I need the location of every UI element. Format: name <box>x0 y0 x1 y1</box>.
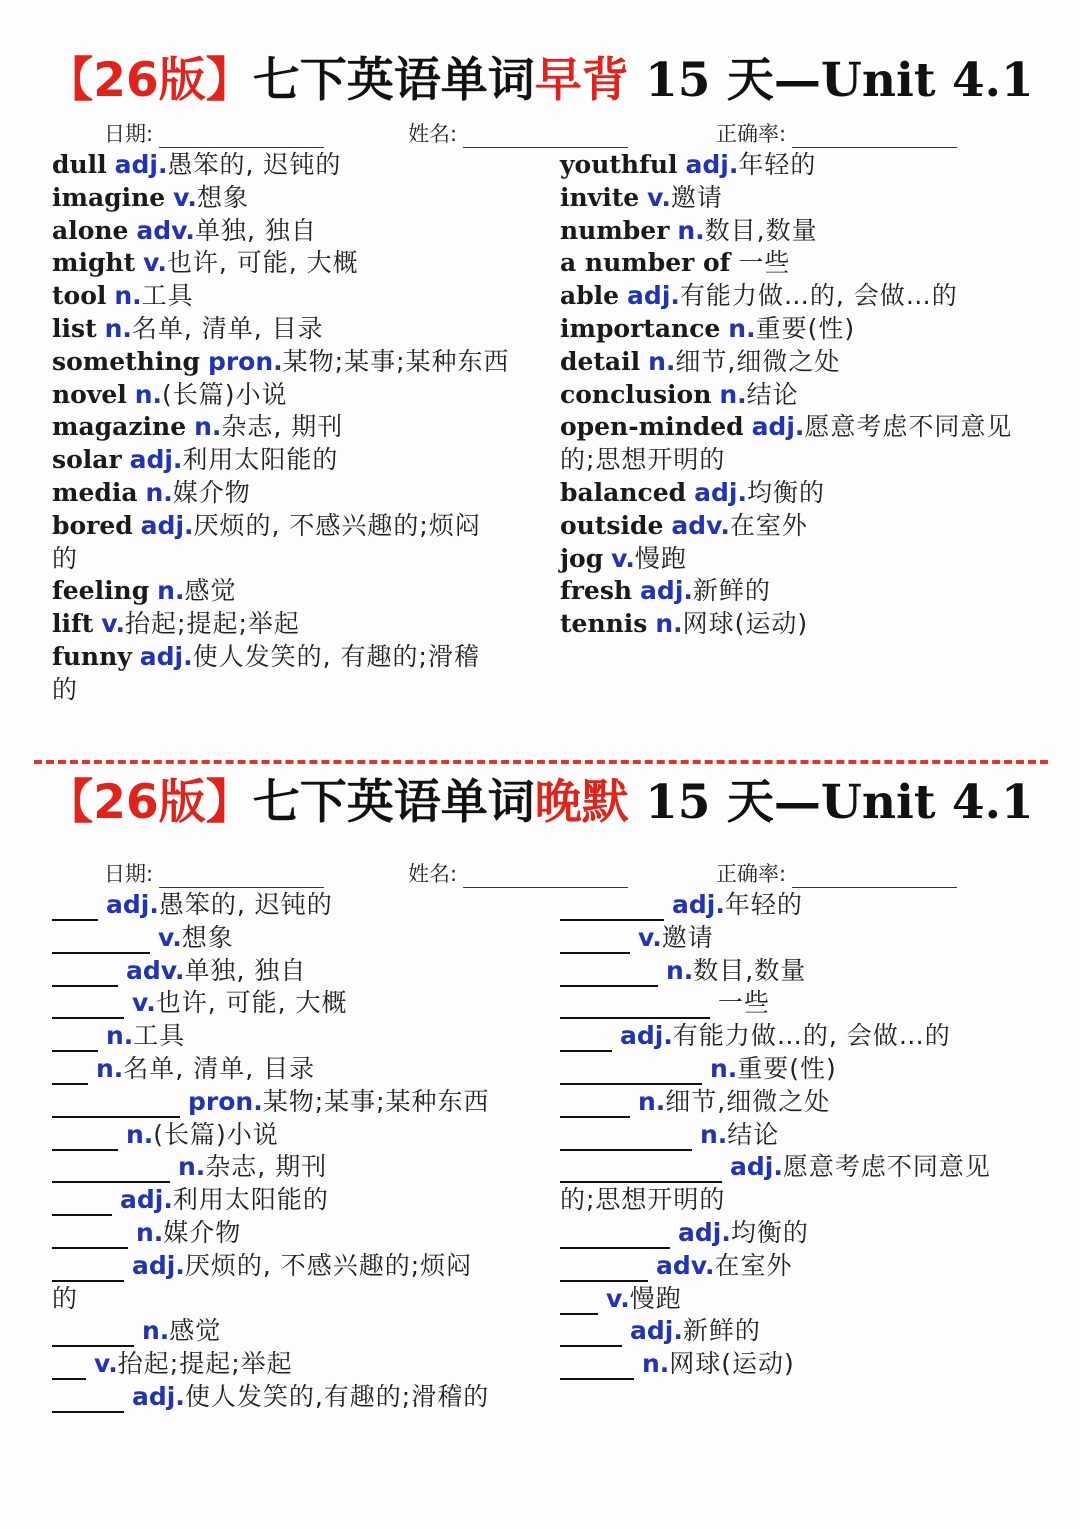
vocab-row <box>560 345 840 378</box>
vocab-word: feeling <box>52 576 150 606</box>
vocab-row <box>52 312 324 345</box>
vocab-word: detail <box>560 346 641 376</box>
part-of-speech: adj. <box>129 445 183 475</box>
morning-title <box>0 46 1080 116</box>
dictation-row <box>52 1085 490 1118</box>
vocab-row <box>560 378 799 411</box>
chinese-meaning: 单独, 独自 <box>184 955 307 985</box>
chinese-meaning: 重要(性) <box>737 1054 837 1083</box>
chinese-meaning: 在室外 <box>714 1250 793 1280</box>
vocab-row <box>52 574 236 607</box>
chinese-meaning: 愚笨的, 迟钝的 <box>158 890 333 919</box>
part-of-speech: n. <box>638 1086 666 1116</box>
dictation-row <box>52 1380 489 1413</box>
date-label: 日期: <box>104 122 154 146</box>
dictation-row <box>52 1150 327 1183</box>
vocab-word: list <box>52 314 97 343</box>
chinese-meaning: 的;思想开明的 <box>560 445 726 475</box>
part-of-speech: adv. <box>671 510 730 540</box>
answer-blank[interactable] <box>560 990 710 1019</box>
chinese-meaning: 有能力做…的, 会做…的 <box>679 281 958 311</box>
name-field[interactable] <box>463 125 628 148</box>
answer-blank[interactable] <box>52 1384 124 1413</box>
vocab-word: tennis <box>560 609 648 639</box>
vocab-row <box>560 574 771 607</box>
dictation-row <box>52 1314 221 1347</box>
chinese-meaning: 数目,数量 <box>693 955 807 985</box>
dictation-row <box>52 921 234 954</box>
dictation-row <box>52 1183 329 1216</box>
dictation-row <box>52 986 348 1019</box>
answer-blank[interactable] <box>52 892 98 921</box>
part-of-speech: n. <box>648 346 676 376</box>
name-label: 姓名: <box>408 122 458 146</box>
part-of-speech: v. <box>94 1349 118 1379</box>
part-of-speech: n. <box>666 955 694 985</box>
part-of-speech: adj. <box>751 412 805 442</box>
part-of-speech: n. <box>700 1119 728 1149</box>
chinese-meaning: 利用太阳能的 <box>182 445 339 475</box>
answer-blank[interactable] <box>52 1253 124 1282</box>
dictation-row <box>560 1150 991 1183</box>
answer-blank[interactable] <box>52 1089 180 1118</box>
chinese-meaning: 愿意考虑不同意见 <box>782 1152 991 1182</box>
dictation-row <box>560 921 714 954</box>
vocab-row <box>560 312 855 345</box>
morning-meta <box>0 118 1080 148</box>
vocab-word: might <box>52 248 136 278</box>
chinese-meaning: 的 <box>52 543 79 573</box>
part-of-speech: n. <box>642 1349 670 1379</box>
part-of-speech: adj. <box>140 510 194 540</box>
part-of-speech: adj. <box>139 642 193 671</box>
part-of-speech: adj. <box>132 1382 185 1411</box>
vocab-word: tool <box>52 281 107 311</box>
chinese-meaning: 重要(性) <box>755 314 856 343</box>
part-of-speech: n. <box>104 314 132 343</box>
vocab-row <box>52 410 343 443</box>
dictation-row <box>560 1118 779 1151</box>
chinese-meaning: 愚笨的, 迟钝的 <box>167 150 342 179</box>
dictation-row <box>560 1314 761 1347</box>
dictation-row <box>560 1085 830 1118</box>
part-of-speech: adj. <box>640 576 693 606</box>
answer-blank[interactable] <box>560 1056 702 1085</box>
dictation-row <box>52 1052 315 1085</box>
answer-blank[interactable] <box>560 1318 622 1347</box>
vocab-row <box>52 476 251 509</box>
part-of-speech: n. <box>178 1152 206 1182</box>
answer-blank[interactable] <box>560 1089 630 1118</box>
vocab-word: outside <box>560 510 664 540</box>
part-of-speech: v. <box>158 922 182 952</box>
part-of-speech: adj. <box>694 478 747 507</box>
part-of-speech: adj. <box>106 890 159 919</box>
chinese-meaning: 结论 <box>727 1119 780 1149</box>
vocab-row <box>560 214 818 247</box>
evening-meta <box>0 858 1080 888</box>
chinese-meaning: 愿意考虑不同意见 <box>804 412 1013 442</box>
part-of-speech: adj. <box>730 1152 783 1182</box>
vocab-row <box>52 640 480 673</box>
dictation-row <box>560 986 770 1019</box>
chinese-meaning: 感觉 <box>169 1316 222 1346</box>
part-of-speech: v. <box>173 182 197 212</box>
dictation-row <box>560 954 806 987</box>
vocab-word: magazine <box>52 412 187 442</box>
dictation-row <box>52 954 306 987</box>
answer-blank[interactable] <box>560 1154 722 1183</box>
chinese-meaning: 抬起;提起;举起 <box>125 609 300 639</box>
dictation-row <box>52 1249 472 1282</box>
chinese-meaning: 某物;某事;某种东西 <box>262 1086 490 1116</box>
answer-blank[interactable] <box>560 958 658 987</box>
answer-blank[interactable] <box>52 1187 112 1216</box>
vocab-row <box>52 279 194 312</box>
vocab-word: youthful <box>560 150 678 179</box>
part-of-speech: adj. <box>685 150 739 179</box>
answer-blank[interactable] <box>560 1351 634 1380</box>
vocab-word: alone <box>52 215 129 245</box>
dictation-row <box>560 1019 951 1052</box>
accuracy-field[interactable] <box>792 865 957 888</box>
title-highlight: 晚默 <box>534 775 629 830</box>
chinese-meaning: 新鲜的 <box>692 576 771 606</box>
vocab-word: able <box>560 281 620 311</box>
vocab-row <box>52 345 510 378</box>
dictation-row <box>52 1118 279 1151</box>
vocab-row <box>52 378 288 411</box>
chinese-meaning: 也许, 可能, 大概 <box>155 988 348 1018</box>
vocab-row <box>560 476 825 509</box>
chinese-meaning: 一些 <box>718 988 771 1018</box>
answer-blank[interactable] <box>560 1220 670 1249</box>
vocab-row <box>52 181 249 214</box>
vocab-row <box>560 279 958 312</box>
dictation-row <box>560 1282 682 1315</box>
dictation-row <box>52 1019 185 1052</box>
answer-blank[interactable] <box>560 925 630 954</box>
vocab-word: something <box>52 346 200 376</box>
answer-blank[interactable] <box>560 1286 598 1315</box>
vocab-word: lift <box>52 609 94 639</box>
title-bracket: 【26版】 <box>46 53 253 108</box>
part-of-speech: pron. <box>207 346 283 376</box>
part-of-speech: adv. <box>656 1250 715 1280</box>
chinese-meaning: 想象 <box>181 922 234 952</box>
vocab-word: dull <box>52 150 107 179</box>
chinese-meaning: 名单, 清单, 目录 <box>123 1054 316 1083</box>
title-main: 七下英语单词 <box>252 53 535 108</box>
part-of-speech: adj. <box>627 281 680 311</box>
chinese-meaning: 邀请 <box>670 182 723 212</box>
evening-title <box>0 768 1080 838</box>
dictation-row <box>560 1183 725 1216</box>
vocab-word: jog <box>560 543 604 573</box>
chinese-meaning: 工具 <box>141 281 194 311</box>
part-of-speech: v. <box>611 543 635 573</box>
vocab-row <box>52 607 300 640</box>
vocab-row <box>560 607 808 640</box>
part-of-speech: adj. <box>132 1250 185 1280</box>
part-of-speech: v. <box>638 922 662 952</box>
section-divider <box>34 760 1048 764</box>
dictation-row <box>52 888 333 921</box>
part-of-speech: adj. <box>630 1316 683 1346</box>
answer-blank[interactable] <box>560 1122 692 1151</box>
title-bracket: 【26版】 <box>46 775 253 830</box>
chinese-meaning: 名单, 清单, 目录 <box>131 314 324 343</box>
chinese-meaning: 利用太阳能的 <box>172 1185 329 1215</box>
part-of-speech: n. <box>145 478 173 507</box>
answer-blank[interactable] <box>52 1056 88 1085</box>
part-of-speech: n. <box>677 215 705 245</box>
vocab-row <box>560 509 808 542</box>
vocab-word: fresh <box>560 576 633 606</box>
vocab-row <box>52 443 338 476</box>
chinese-meaning: 某物;某事;某种东西 <box>282 346 510 376</box>
part-of-speech: adv. <box>126 955 185 985</box>
answer-blank[interactable] <box>560 892 664 921</box>
vocab-word: invite <box>560 182 640 212</box>
chinese-meaning: 杂志, 期刊 <box>221 412 344 442</box>
part-of-speech: n. <box>114 281 142 311</box>
vocab-word: solar <box>52 445 122 475</box>
part-of-speech: n. <box>126 1119 154 1149</box>
vocab-word: importance <box>560 314 721 343</box>
part-of-speech: n. <box>136 1218 164 1247</box>
chinese-meaning: 年轻的 <box>738 150 817 179</box>
answer-blank[interactable] <box>52 1122 118 1151</box>
part-of-speech: n. <box>142 1316 170 1346</box>
part-of-speech: adj. <box>120 1185 173 1215</box>
part-of-speech: n. <box>194 412 222 442</box>
chinese-meaning: 抬起;提起;举起 <box>117 1349 293 1379</box>
part-of-speech: n. <box>728 314 756 343</box>
vocab-row <box>560 443 725 476</box>
chinese-meaning: 年轻的 <box>724 890 803 919</box>
part-of-speech: adj. <box>678 1218 731 1247</box>
chinese-meaning: (长篇)小说 <box>153 1119 279 1149</box>
title-main: 七下英语单词 <box>252 775 535 830</box>
dictation-row <box>560 1216 809 1249</box>
part-of-speech: v. <box>606 1283 630 1313</box>
part-of-speech: v. <box>132 988 156 1018</box>
chinese-meaning: 细节,细微之处 <box>665 1086 831 1116</box>
accuracy-label: 正确率: <box>716 122 787 146</box>
part-of-speech: n. <box>157 576 185 606</box>
vocab-row <box>560 410 1012 443</box>
part-of-speech: pron. <box>188 1086 263 1116</box>
dictation-row <box>560 1347 795 1380</box>
vocab-word: open-minded <box>560 412 744 442</box>
vocab-row <box>52 509 481 542</box>
chinese-meaning: 均衡的 <box>746 478 825 507</box>
part-of-speech: n. <box>106 1021 134 1051</box>
chinese-meaning: 新鲜的 <box>682 1316 761 1346</box>
vocab-word: media <box>52 478 138 507</box>
dictation-row <box>560 1052 837 1085</box>
chinese-meaning: 有能力做…的, 会做…的 <box>672 1021 951 1051</box>
chinese-meaning: 也许, 可能, 大概 <box>166 248 359 278</box>
vocab-row <box>52 214 317 247</box>
chinese-meaning: 慢跑 <box>634 543 687 573</box>
chinese-meaning: 邀请 <box>661 922 714 952</box>
title-tail: 15 天—Unit 4.1 <box>628 53 1034 108</box>
vocab-word: bored <box>52 510 133 540</box>
chinese-meaning: 感觉 <box>184 576 237 606</box>
part-of-speech: v. <box>647 182 671 212</box>
vocab-word: a number of <box>560 248 731 278</box>
answer-blank[interactable] <box>52 1154 170 1183</box>
part-of-speech: n. <box>96 1054 124 1083</box>
vocab-row <box>52 246 359 279</box>
chinese-meaning: 使人发笑的,有趣的;滑稽的 <box>184 1382 490 1411</box>
vocab-row <box>560 246 790 279</box>
part-of-speech: n. <box>134 379 163 409</box>
date-field[interactable] <box>159 125 324 148</box>
title-tail: 15 天—Unit 4.1 <box>628 775 1034 830</box>
answer-blank[interactable] <box>52 1220 128 1249</box>
chinese-meaning: 厌烦的, 不感兴趣的;烦闷 <box>193 510 481 540</box>
chinese-meaning: 媒介物 <box>172 478 251 507</box>
answer-blank[interactable] <box>560 1253 648 1282</box>
chinese-meaning: 杂志, 期刊 <box>205 1152 328 1182</box>
answer-blank[interactable] <box>52 1351 86 1380</box>
chinese-meaning: 慢跑 <box>629 1283 682 1313</box>
chinese-meaning: (长篇)小说 <box>162 379 288 409</box>
chinese-meaning: 单独, 独自 <box>194 215 317 245</box>
part-of-speech: n. <box>710 1054 738 1083</box>
name-label: 姓名: <box>408 862 458 886</box>
part-of-speech: adj. <box>620 1021 673 1051</box>
chinese-meaning: 使人发笑的, 有趣的;滑稽 <box>192 642 480 671</box>
name-field[interactable] <box>463 865 628 888</box>
vocab-word: funny <box>52 642 132 671</box>
vocab-word: number <box>560 215 670 245</box>
chinese-meaning: 在室外 <box>729 510 808 540</box>
part-of-speech: adv. <box>136 215 195 245</box>
dictation-row <box>560 1249 793 1282</box>
part-of-speech: adj. <box>672 890 725 919</box>
chinese-meaning: 的 <box>52 1283 79 1313</box>
chinese-meaning: 的 <box>52 674 79 704</box>
dictation-row <box>560 888 803 921</box>
chinese-meaning: 工具 <box>133 1021 186 1051</box>
chinese-meaning: 媒介物 <box>163 1218 242 1247</box>
part-of-speech: n. <box>719 379 747 409</box>
dictation-row <box>52 1282 78 1315</box>
answer-blank[interactable] <box>52 925 150 954</box>
title-highlight: 早背 <box>534 53 629 108</box>
chinese-meaning: 网球(运动) <box>669 1349 795 1379</box>
chinese-meaning: 细节,细微之处 <box>675 346 841 376</box>
vocab-word: balanced <box>560 478 687 507</box>
chinese-meaning: 数目,数量 <box>704 215 818 245</box>
vocab-row <box>560 542 687 575</box>
chinese-meaning: 厌烦的, 不感兴趣的;烦闷 <box>184 1250 473 1280</box>
answer-blank[interactable] <box>52 1023 98 1052</box>
answer-blank[interactable] <box>52 990 124 1019</box>
dictation-row <box>52 1216 241 1249</box>
vocab-word: conclusion <box>560 379 712 409</box>
chinese-meaning: 均衡的 <box>730 1218 809 1247</box>
chinese-meaning: 结论 <box>746 379 799 409</box>
part-of-speech: v. <box>143 248 167 278</box>
part-of-speech: adj. <box>114 150 168 179</box>
answer-blank[interactable] <box>560 1023 612 1052</box>
answer-blank[interactable] <box>52 958 118 987</box>
chinese-meaning: 想象 <box>196 182 249 212</box>
answer-blank[interactable] <box>52 1318 134 1347</box>
chinese-meaning: 的;思想开明的 <box>560 1185 726 1215</box>
vocab-word: imagine <box>52 182 166 212</box>
part-of-speech: n. <box>655 609 683 639</box>
part-of-speech: v. <box>101 609 126 639</box>
chinese-meaning: 一些 <box>738 248 791 278</box>
vocab-row <box>52 673 78 706</box>
vocab-row <box>560 181 723 214</box>
vocab-row <box>52 148 341 181</box>
accuracy-field[interactable] <box>792 125 957 148</box>
vocab-row <box>52 542 78 575</box>
vocab-row <box>560 148 816 181</box>
chinese-meaning: 网球(运动) <box>682 609 809 639</box>
accuracy-label: 正确率: <box>716 862 787 886</box>
vocab-word: novel <box>52 379 127 409</box>
dictation-row <box>52 1347 293 1380</box>
date-field[interactable] <box>159 865 324 888</box>
date-label: 日期: <box>104 862 154 886</box>
